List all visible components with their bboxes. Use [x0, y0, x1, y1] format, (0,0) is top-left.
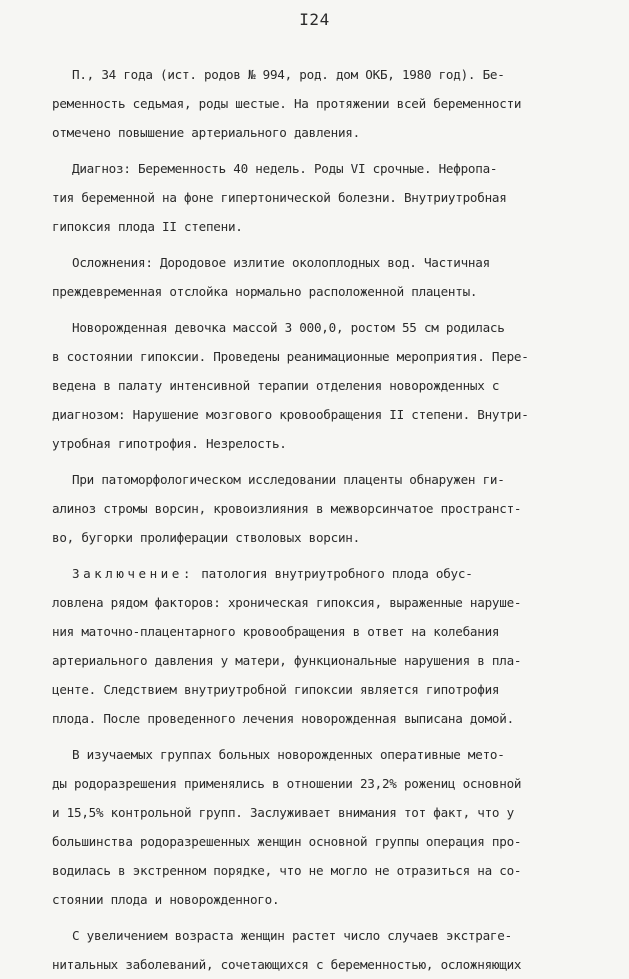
text-line: большинства родоразрешенных женщин основной группы операция про- [52, 834, 522, 849]
text-span: патология внутриутробного плода обус- [193, 566, 473, 581]
text-line: нитальных заболеваний, сочетающихся с беременностью, осложняющих [52, 957, 522, 972]
text-line: Новорожденная девочка массой 3 000,0, ростом 55 см родилась [72, 320, 505, 335]
body-text [52, 60, 597, 979]
page-number: I24 [299, 10, 330, 29]
conclusion-heading: Заключение: [72, 566, 194, 581]
paragraph [52, 465, 597, 552]
text-line: ловлена рядом факторов: хроническая гипоксия, выраженные наруше- [52, 595, 522, 610]
text-line: центе. Следствием внутриутробной гипоксии является гипотрофия [52, 682, 500, 697]
text-line: водилась в экстренном порядке, что не могло не отразиться на со- [52, 863, 522, 878]
conclusion-paragraph [52, 559, 597, 733]
text-line: гипоксия плода II степени. [52, 219, 243, 234]
paragraph [52, 313, 597, 458]
text-line: В изучаемых группах больных новорожденных оперативные мето- [72, 747, 505, 762]
text-line: ведена в палату интенсивной терапии отделения новорожденных с [52, 378, 500, 393]
text-line: Диагноз: Беременность 40 недель. Роды VI срочные. Нефропа- [72, 161, 498, 176]
text-line: во, бугорки пролиферации стволовых ворсин. [52, 530, 360, 545]
text-line: П., 34 года (ист. родов № 994, род. дом ОКБ, 1980 год). Бе- [72, 67, 505, 82]
text-line: отмечено повышение артериального давления. [52, 125, 360, 140]
text-line: стоянии плода и новорожденного. [52, 892, 280, 907]
text-line: утробная гипотрофия. Незрелость. [52, 436, 287, 451]
paragraph [52, 248, 597, 306]
paragraph [52, 921, 597, 979]
paragraph [52, 60, 597, 147]
text-line: преждевременная отслойка нормально расположенной плаценты. [52, 284, 478, 299]
text-line: С увеличением возраста женщин растет число случаев экстраге- [72, 928, 512, 943]
text-line: ния маточно-плацентарного кровообращения в ответ на колебания [52, 624, 500, 639]
paragraph [52, 154, 597, 241]
text-line: Осложнения: Дородовое излитие околоплодных вод. Частичная [72, 255, 490, 270]
paragraph [52, 740, 597, 914]
text-line [52, 559, 597, 588]
text-line: артериального давления у матери, функциональные нарушения в пла- [52, 653, 522, 668]
text-line: тия беременной на фоне гипертонической болезни. Внутриутробная [52, 190, 507, 205]
text-line: ды родоразрешения применялись в отношении 23,2% рожениц основной [52, 776, 522, 791]
text-line: При патоморфологическом исследовании плаценты обнаружен ги- [72, 472, 505, 487]
text-line: ременность седьмая, роды шестые. На протяжении всей беременности [52, 96, 522, 111]
text-line: алиноз стромы ворсин, кровоизлияния в межворсинчатое пространст- [52, 501, 522, 516]
text-line: диагнозом: Нарушение мозгового кровообращения II степени. Внутри- [52, 407, 529, 422]
text-line: плода. После проведенного лечения новорожденная выписана домой. [52, 711, 514, 726]
text-line: в состоянии гипоксии. Проведены реанимационные мероприятия. Пере- [52, 349, 529, 364]
text-line: и 15,5% контрольной групп. Заслуживает внимания тот факт, что у [52, 805, 514, 820]
